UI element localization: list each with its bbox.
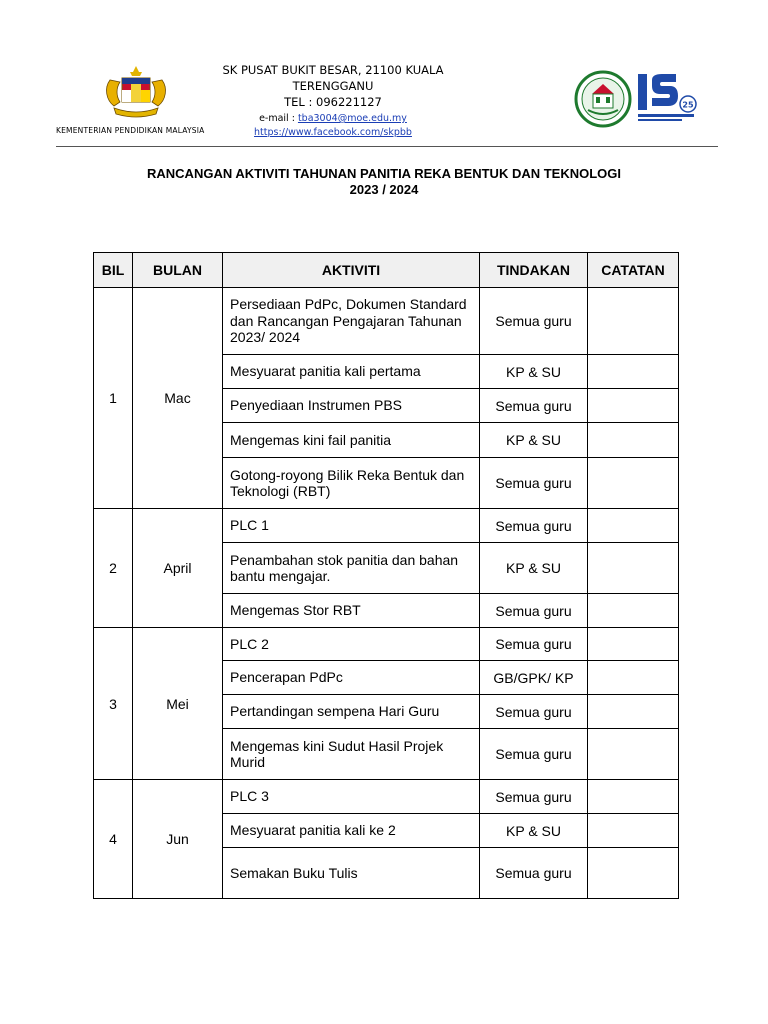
school-address: SK PUSAT BUKIT BESAR, 21100 KUALA TERENGGANU (222, 63, 444, 93)
aktiviti-cell: PLC 3 (223, 780, 480, 814)
catatan-cell (588, 628, 679, 661)
header-aktiviti: AKTIVITI (223, 253, 480, 288)
tindakan-cell: Semua guru (480, 509, 588, 543)
aktiviti-cell: PLC 1 (223, 509, 480, 543)
catatan-cell (588, 355, 679, 389)
facebook-line (188, 126, 478, 140)
catatan-cell (588, 814, 679, 848)
letterhead (0, 0, 768, 150)
ministry-name: KEMENTERIAN PENDIDIKAN MALAYSIA (56, 126, 205, 135)
header-bil: BIL (94, 253, 133, 288)
title-line-2: 2023 / 2024 (349, 182, 419, 197)
tindakan-cell: KP & SU (480, 543, 588, 594)
bulan-cell: Mei (133, 628, 223, 780)
aktiviti-cell: Penyediaan Instrumen PBS (223, 389, 480, 423)
catatan-cell (588, 661, 679, 695)
activity-table (93, 252, 679, 899)
bil-cell: 2 (94, 509, 133, 628)
catatan-cell (588, 389, 679, 423)
school-telephone: TEL : 096221127 (284, 95, 382, 109)
catatan-cell (588, 729, 679, 780)
school-crest-logo-icon (574, 70, 632, 128)
catatan-cell (588, 543, 679, 594)
aktiviti-cell: PLC 2 (223, 628, 480, 661)
tindakan-cell: Semua guru (480, 389, 588, 423)
catatan-cell (588, 780, 679, 814)
catatan-cell (588, 594, 679, 628)
header-divider (56, 146, 718, 147)
school-info (188, 62, 478, 140)
table-row (94, 288, 679, 355)
aktiviti-cell: Persediaan PdPc, Dokumen Standard dan Rancangan Pengajaran Tahunan 2023/ 2024 (223, 288, 480, 355)
malaysia-coat-of-arms-icon (96, 64, 176, 122)
bil-cell: 3 (94, 628, 133, 780)
bil-cell: 1 (94, 288, 133, 509)
aktiviti-cell: Pencerapan PdPc (223, 661, 480, 695)
catatan-cell (588, 288, 679, 355)
email-label: e-mail : (259, 113, 298, 124)
aktiviti-cell: Penambahan stok panitia dan bahan bantu mengajar. (223, 543, 480, 594)
tindakan-cell: Semua guru (480, 848, 588, 899)
tindakan-cell: KP & SU (480, 814, 588, 848)
school-email-line (188, 112, 478, 126)
aktiviti-cell: Mengemas kini Sudut Hasil Projek Murid (223, 729, 480, 780)
aktiviti-cell: Gotong-royong Bilik Reka Bentuk dan Teknologi (RBT) (223, 458, 480, 509)
table-row (94, 628, 679, 661)
tindakan-cell: Semua guru (480, 780, 588, 814)
catatan-cell (588, 848, 679, 899)
table-row (94, 509, 679, 543)
aktiviti-cell: Mengemas Stor RBT (223, 594, 480, 628)
bulan-cell: Mac (133, 288, 223, 509)
tindakan-cell: GB/GPK/ KP (480, 661, 588, 695)
tindakan-cell: Semua guru (480, 288, 588, 355)
header-bulan: BULAN (133, 253, 223, 288)
catatan-cell (588, 695, 679, 729)
document-title (60, 166, 708, 198)
title-line-1: RANCANGAN AKTIVITI TAHUNAN PANITIA REKA BENTUK DAN TEKNOLOGI (147, 166, 621, 181)
tindakan-cell: Semua guru (480, 695, 588, 729)
aktiviti-cell: Pertandingan sempena Hari Guru (223, 695, 480, 729)
catatan-cell (588, 423, 679, 458)
bulan-cell: April (133, 509, 223, 628)
tindakan-cell: KP & SU (480, 355, 588, 389)
catatan-cell (588, 509, 679, 543)
aktiviti-cell: Mesyuarat panitia kali pertama (223, 355, 480, 389)
aktiviti-cell: Mengemas kini fail panitia (223, 423, 480, 458)
tindakan-cell: Semua guru (480, 628, 588, 661)
header-catatan: CATATAN (588, 253, 679, 288)
tindakan-cell: Semua guru (480, 729, 588, 780)
email-link[interactable]: tba3004@moe.edu.my (297, 113, 407, 124)
facebook-link[interactable]: https://www.facebook.com/skpbb (254, 127, 412, 138)
tindakan-cell: KP & SU (480, 423, 588, 458)
tindakan-cell: Semua guru (480, 458, 588, 509)
is-25-logo-icon (636, 70, 698, 126)
svg-text:25: 25 (682, 100, 694, 110)
bulan-cell: Jun (133, 780, 223, 899)
catatan-cell (588, 458, 679, 509)
table-header-row (94, 253, 679, 288)
tindakan-cell: Semua guru (480, 594, 588, 628)
bil-cell: 4 (94, 780, 133, 899)
header-tindakan: TINDAKAN (480, 253, 588, 288)
aktiviti-cell: Semakan Buku Tulis (223, 848, 480, 899)
aktiviti-cell: Mesyuarat panitia kali ke 2 (223, 814, 480, 848)
table-row (94, 780, 679, 814)
